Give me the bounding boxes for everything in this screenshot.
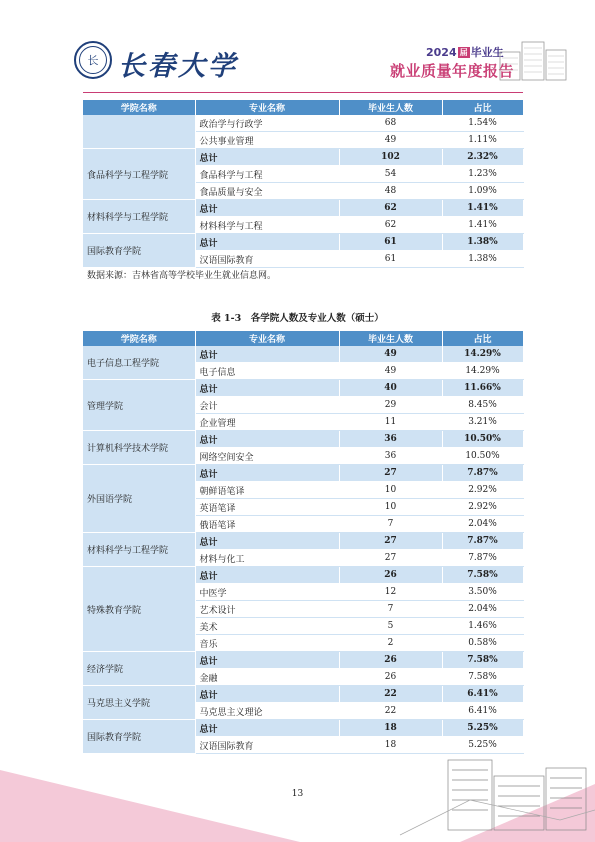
percentage-cell: 2.04% xyxy=(442,601,523,618)
major-name-cell: 总计 xyxy=(195,149,339,166)
major-name-cell: 俄语笔译 xyxy=(195,516,339,533)
graduate-count-cell: 61 xyxy=(339,234,442,251)
percentage-cell: 3.50% xyxy=(442,584,523,601)
graduate-count-cell: 7 xyxy=(339,601,442,618)
graduate-count-cell: 26 xyxy=(339,652,442,669)
percentage-cell: 1.41% xyxy=(442,217,523,234)
percentage-cell: 7.87% xyxy=(442,550,523,567)
major-name-cell: 企业管理 xyxy=(195,414,339,431)
percentage-cell: 6.41% xyxy=(442,686,523,703)
graduate-count-cell: 27 xyxy=(339,465,442,482)
graduate-count-cell: 36 xyxy=(339,448,442,465)
table-total-row xyxy=(83,380,523,397)
table-caption: 表 1-3 各学院人数及专业人数（硕士） xyxy=(211,313,384,324)
table-total-row xyxy=(83,686,523,703)
page-number: 13 xyxy=(291,789,304,799)
percentage-cell: 1.11% xyxy=(442,132,523,149)
percentage-cell: 14.29% xyxy=(442,363,523,380)
college-name-cell: 马克思主义学院 xyxy=(83,686,195,720)
graduate-count-cell: 40 xyxy=(339,380,442,397)
percentage-cell: 7.58% xyxy=(442,652,523,669)
university-logo-text: 长春大学 xyxy=(118,51,238,82)
major-name-cell: 电子信息 xyxy=(195,363,339,380)
college-name-cell: 经济学院 xyxy=(83,652,195,686)
table-total-row xyxy=(83,346,523,363)
graduate-count-cell: 7 xyxy=(339,516,442,533)
major-name-cell: 总计 xyxy=(195,720,339,737)
university-seal-icon xyxy=(74,41,112,79)
major-name-cell: 总计 xyxy=(195,652,339,669)
masters-major-table xyxy=(83,331,524,754)
column-header: 毕业生人数 xyxy=(339,331,442,346)
percentage-cell: 11.66% xyxy=(442,380,523,397)
major-name-cell: 美术 xyxy=(195,618,339,635)
percentage-cell: 1.46% xyxy=(442,618,523,635)
major-name-cell: 食品质量与安全 xyxy=(195,183,339,200)
source-note: 数据来源：吉林省高等学校毕业生就业信息网。 xyxy=(87,271,277,281)
percentage-cell: 7.58% xyxy=(442,669,523,686)
graduate-count-cell: 102 xyxy=(339,149,442,166)
report-year-line xyxy=(426,44,504,60)
graduate-count-cell: 49 xyxy=(339,363,442,380)
report-year-tag: 届 xyxy=(459,48,468,57)
graduate-count-cell: 49 xyxy=(339,132,442,149)
percentage-cell: 1.38% xyxy=(442,234,523,251)
percentage-cell: 1.41% xyxy=(442,200,523,217)
college-name-cell: 材料科学与工程学院 xyxy=(83,200,195,234)
table-row xyxy=(83,115,523,132)
table-total-row xyxy=(83,200,523,217)
college-name-cell: 材料科学与工程学院 xyxy=(83,533,195,567)
major-name-cell: 网络空间安全 xyxy=(195,448,339,465)
major-name-cell: 总计 xyxy=(195,465,339,482)
college-name-cell: 国际教育学院 xyxy=(83,234,195,268)
table-total-row xyxy=(83,720,523,737)
seal-glyph: 长 xyxy=(79,46,107,74)
major-name-cell: 总计 xyxy=(195,686,339,703)
graduate-count-cell: 49 xyxy=(339,346,442,363)
major-name-cell: 金融 xyxy=(195,669,339,686)
major-name-cell: 音乐 xyxy=(195,635,339,652)
percentage-cell: 7.58% xyxy=(442,567,523,584)
percentage-cell: 3.21% xyxy=(442,414,523,431)
major-name-cell: 中医学 xyxy=(195,584,339,601)
percentage-cell: 1.23% xyxy=(442,166,523,183)
table-total-row xyxy=(83,465,523,482)
table-total-row xyxy=(83,567,523,584)
percentage-cell: 2.92% xyxy=(442,499,523,516)
major-name-cell: 政治学与行政学 xyxy=(195,115,339,132)
percentage-cell: 6.41% xyxy=(442,703,523,720)
header-divider xyxy=(83,92,523,93)
graduate-count-cell: 26 xyxy=(339,567,442,584)
graduate-count-cell: 18 xyxy=(339,720,442,737)
graduate-count-cell: 11 xyxy=(339,414,442,431)
major-name-cell: 汉语国际教育 xyxy=(195,251,339,268)
graduate-count-cell: 68 xyxy=(339,115,442,132)
column-header: 专业名称 xyxy=(195,331,339,346)
major-name-cell: 材料科学与工程 xyxy=(195,217,339,234)
graduate-count-cell: 61 xyxy=(339,251,442,268)
percentage-cell: 1.09% xyxy=(442,183,523,200)
college-name-cell: 食品科学与工程学院 xyxy=(83,149,195,200)
percentage-cell: 2.32% xyxy=(442,149,523,166)
graduate-count-cell: 27 xyxy=(339,533,442,550)
percentage-cell: 5.25% xyxy=(442,720,523,737)
graduate-count-cell: 22 xyxy=(339,703,442,720)
graduate-count-cell: 22 xyxy=(339,686,442,703)
major-name-cell: 总计 xyxy=(195,431,339,448)
footer-pink-band xyxy=(0,770,300,842)
percentage-cell: 7.87% xyxy=(442,465,523,482)
graduate-count-cell: 62 xyxy=(339,200,442,217)
major-name-cell: 会计 xyxy=(195,397,339,414)
major-name-cell: 总计 xyxy=(195,200,339,217)
graduate-count-cell: 18 xyxy=(339,737,442,754)
column-header: 专业名称 xyxy=(195,100,339,115)
report-year-suffix: 毕业生 xyxy=(470,46,504,59)
percentage-cell: 7.87% xyxy=(442,533,523,550)
graduate-count-cell: 54 xyxy=(339,166,442,183)
graduate-count-cell: 27 xyxy=(339,550,442,567)
percentage-cell: 14.29% xyxy=(442,346,523,363)
college-name-cell: 计算机科学技术学院 xyxy=(83,431,195,465)
graduate-count-cell: 29 xyxy=(339,397,442,414)
major-name-cell: 总计 xyxy=(195,346,339,363)
college-name-cell: 外国语学院 xyxy=(83,465,195,533)
college-name-cell: 特殊教育学院 xyxy=(83,567,195,652)
graduate-count-cell: 10 xyxy=(339,482,442,499)
column-header: 毕业生人数 xyxy=(339,100,442,115)
major-name-cell: 总计 xyxy=(195,234,339,251)
column-header: 学院名称 xyxy=(83,100,195,115)
graduate-count-cell: 2 xyxy=(339,635,442,652)
page-header xyxy=(0,0,595,100)
percentage-cell: 5.25% xyxy=(442,737,523,754)
percentage-cell: 2.92% xyxy=(442,482,523,499)
report-title: 就业质量年度报告 xyxy=(390,62,515,80)
major-name-cell: 公共事业管理 xyxy=(195,132,339,149)
percentage-cell: 1.54% xyxy=(442,115,523,132)
major-name-cell: 艺术设计 xyxy=(195,601,339,618)
graduate-count-cell: 62 xyxy=(339,217,442,234)
table-header-row xyxy=(83,331,523,346)
graduate-count-cell: 36 xyxy=(339,431,442,448)
graduate-count-cell: 26 xyxy=(339,669,442,686)
college-name-cell: 管理学院 xyxy=(83,380,195,431)
major-name-cell: 总计 xyxy=(195,533,339,550)
table-total-row xyxy=(83,234,523,251)
major-name-cell: 汉语国际教育 xyxy=(195,737,339,754)
report-year: 2024 xyxy=(426,46,457,59)
table-header-row xyxy=(83,100,523,115)
college-name-cell xyxy=(83,115,195,149)
table-total-row xyxy=(83,149,523,166)
table-total-row xyxy=(83,533,523,550)
undergrad-major-table xyxy=(83,100,524,268)
table-total-row xyxy=(83,652,523,669)
percentage-cell: 0.58% xyxy=(442,635,523,652)
major-name-cell: 英语笔译 xyxy=(195,499,339,516)
major-name-cell: 总计 xyxy=(195,380,339,397)
percentage-cell: 8.45% xyxy=(442,397,523,414)
graduate-count-cell: 48 xyxy=(339,183,442,200)
major-name-cell: 材料与化工 xyxy=(195,550,339,567)
graduate-count-cell: 12 xyxy=(339,584,442,601)
major-name-cell: 朝鲜语笔译 xyxy=(195,482,339,499)
campus-building-icon xyxy=(496,38,568,82)
percentage-cell: 2.04% xyxy=(442,516,523,533)
column-header: 占比 xyxy=(442,331,523,346)
table-total-row xyxy=(83,431,523,448)
college-name-cell: 电子信息工程学院 xyxy=(83,346,195,380)
column-header: 学院名称 xyxy=(83,331,195,346)
major-name-cell: 食品科学与工程 xyxy=(195,166,339,183)
major-name-cell: 总计 xyxy=(195,567,339,584)
graduate-count-cell: 5 xyxy=(339,618,442,635)
major-name-cell: 马克思主义理论 xyxy=(195,703,339,720)
column-header: 占比 xyxy=(442,100,523,115)
percentage-cell: 10.50% xyxy=(442,448,523,465)
percentage-cell: 1.38% xyxy=(442,251,523,268)
percentage-cell: 10.50% xyxy=(442,431,523,448)
college-name-cell: 国际教育学院 xyxy=(83,720,195,754)
graduate-count-cell: 10 xyxy=(339,499,442,516)
